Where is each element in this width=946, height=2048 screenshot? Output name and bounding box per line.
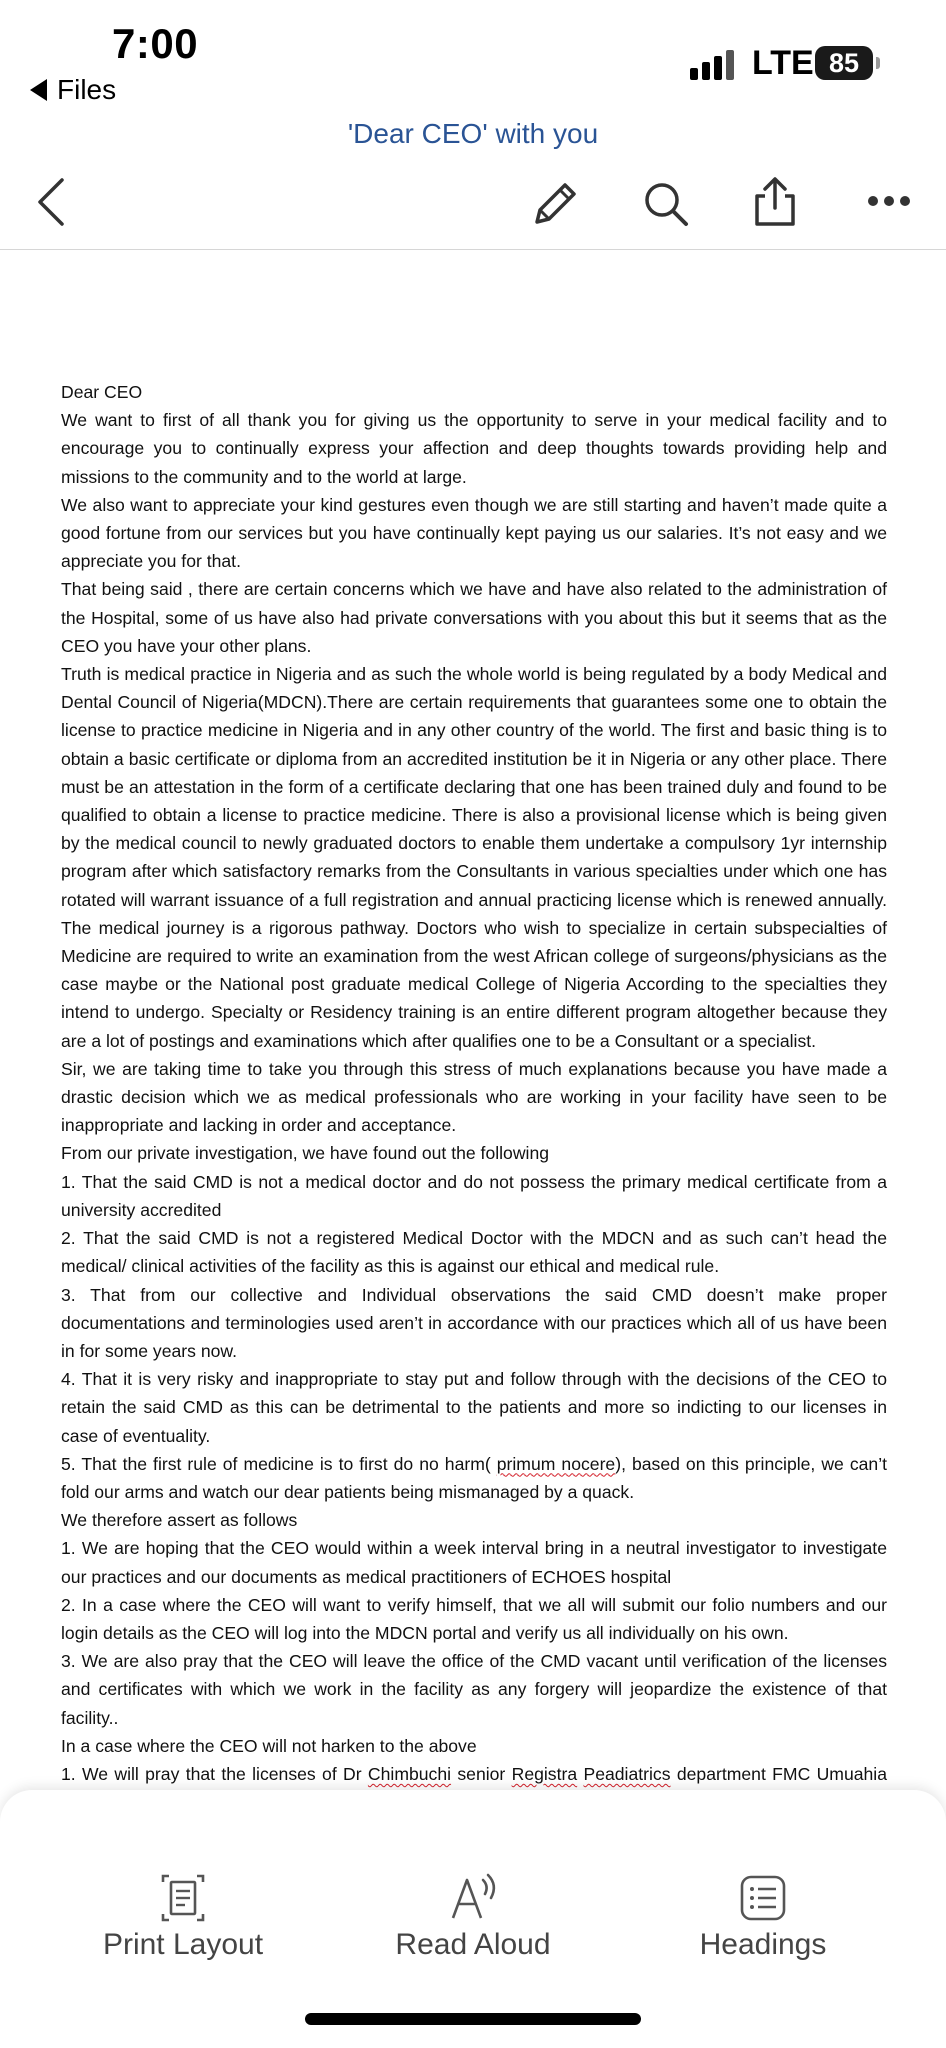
doc-paragraph: In a case where the CEO will not harken to the above — [61, 1735, 477, 1756]
share-icon[interactable] — [745, 170, 805, 234]
back-triangle-icon — [30, 79, 47, 101]
signal-icon — [690, 50, 738, 80]
last-part2: senior — [451, 1763, 512, 1784]
status-bar — [0, 0, 946, 115]
doc-paragraph: That being said , there are certain concerns which we have and have also related to the administration of the Hospital, some of us have also had private conversations with you about this but it seems that as the CEO you have your other plans. — [61, 579, 887, 656]
doc-paragraph: 2. In a case where the CEO will want to verify himself, that we all will submit our folio numbers and our login details as the CEO will log into the MDCN portal and verify us all individually on his own. — [61, 1594, 887, 1643]
back-app-label: Files — [57, 74, 117, 105]
spelling-error-registra[interactable]: Registra — [511, 1763, 578, 1784]
doc-paragraph: We want to first of all thank you for giving us the opportunity to serve in your medical facility and to encourage you to continually express your affection and deep thoughts towards providing help and missions to the community and to the world at large. — [61, 410, 887, 487]
home-indicator[interactable] — [305, 2013, 641, 2025]
doc-paragraph: From our private investigation, we have found out the following — [61, 1143, 550, 1164]
doc-paragraph-rule5 — [61, 1450, 887, 1506]
doc-paragraph: 1. That the said CMD is not a medical doctor and do not possess the primary medical certificate from a university accredited — [61, 1171, 887, 1220]
document-title[interactable]: 'Dear CEO' with you — [347, 118, 599, 149]
spelling-error-peadiatrics[interactable]: Peadiatrics — [583, 1763, 671, 1784]
doc-paragraph: We also want to appreciate your kind gestures even though we are still starting and haven’t made quite a good fortune from our services but you have continually kept paying us our salaries. It’s not easy and we appreciate you for that. — [61, 494, 887, 572]
search-icon[interactable] — [636, 174, 696, 234]
document-body[interactable] — [61, 378, 887, 1786]
network-label: LTE — [752, 44, 814, 82]
read-aloud-icon — [445, 1870, 501, 1926]
status-time: 7:00 — [112, 20, 199, 67]
back-to-files-button[interactable] — [30, 74, 116, 106]
battery-icon — [815, 46, 873, 80]
headings-label: Headings — [699, 1928, 827, 1961]
read-aloud-label: Read Aloud — [395, 1928, 551, 1961]
print-layout-label: Print Layout — [102, 1928, 264, 1961]
last-part3: department FMC Umuahia — [676, 1763, 888, 1784]
headings-icon — [735, 1870, 791, 1926]
doc-paragraph: 1. We are hoping that the CEO would within a week interval bring in a neutral investigator to investigate our practices and our documents as medical practitioners of ECHOES hospital — [61, 1538, 887, 1587]
doc-paragraph: 3. That from our collective and Individual observations the said CMD doesn’t make proper documentations and terminologies used aren’t in accordance with our practices which all of us have been in for some years now. — [61, 1284, 887, 1361]
rule5-before: 5. That the first rule of medicine is to first do no harm( — [61, 1453, 497, 1474]
doc-paragraph: 3. We are also pray that the CEO will leave the office of the CMD vacant until verification of the licenses and certificates with which we work in the facility as any forgery will jeopardize the existence of that facility.. — [61, 1651, 887, 1728]
doc-paragraph: 2. That the said CMD is not a registered Medical Doctor with the MDCN and as such can’t head the medical/ clinical activities of the facility as this is against our ethical and medical rule. — [61, 1228, 887, 1277]
spelling-error-latin[interactable]: primum nocere — [496, 1453, 616, 1474]
pencil-icon[interactable] — [525, 174, 585, 234]
battery-tip — [876, 57, 880, 69]
battery-level: 85 — [828, 47, 860, 78]
document-toolbar — [0, 160, 946, 250]
doc-paragraph: Sir, we are taking time to take you through this stress of much explanations because you have made a drastic decision which we as medical professionals who are working in your facility have seen to be inappropriate and lacking in order and acceptance. — [61, 1058, 887, 1136]
print-layout-icon — [155, 1870, 211, 1926]
back-chevron-icon[interactable] — [26, 174, 76, 230]
spelling-error-name[interactable]: Chimbuchi — [367, 1763, 452, 1784]
doc-paragraph: Truth is medical practice in Nigeria and as such the whole world is being regulated by a body Medical and Dental Council of Nigeria(MDCN).There are certain requirements that guarantees some one to obtain the license to practice medicine in Nigeria and in any other country of the world. The first and basic thing is to obtain a basic certificate or diploma from an accredited institution be it in Nigeria or any other place. There must be an attestation in the form of a certificate declaring that one has been trained duly and found to be qualified to obtain a license to practice medicine. There is also a provisional license which is being given by the medical council to newly graduated doctors to enable them undertake a compulsory 1yr internship program after which satisfactory remarks from the Consultants in various specialties under which one has rotated will warrant issuance of a full registration and annual practicing license which is renewed annually. The medical journey is a rigorous pathway. Doctors who wish to specialize in certain subspecialties of Medicine are required to write an examination from the west African college of surgeons/physicians as the case maybe or the National post graduate medical College of Nigeria According to the specialties they intend to undergo. Specialty or Residency training is an entire different program altogether because they are a lot of postings and examinations which after qualifies one to be a Consultant or a specialist. — [61, 664, 887, 1051]
doc-paragraph: Dear CEO — [61, 382, 143, 402]
more-icon[interactable] — [862, 186, 916, 216]
doc-paragraph: We therefore assert as follows — [61, 1510, 298, 1531]
bottom-panel — [0, 1790, 946, 2048]
last-part1: 1. We will pray that the licenses of Dr — [61, 1763, 368, 1784]
doc-paragraph: 4. That it is very risky and inappropriate to stay put and follow through with the decisions of the CEO to retain the said CMD as this can be detrimental to the patients and more so indicting to our licenses in case of eventuality. — [61, 1369, 887, 1446]
rule5-after: ), based on this principle, we can’t fold our arms and watch our dear patients being mismanaged by a quack. — [61, 1453, 887, 1502]
